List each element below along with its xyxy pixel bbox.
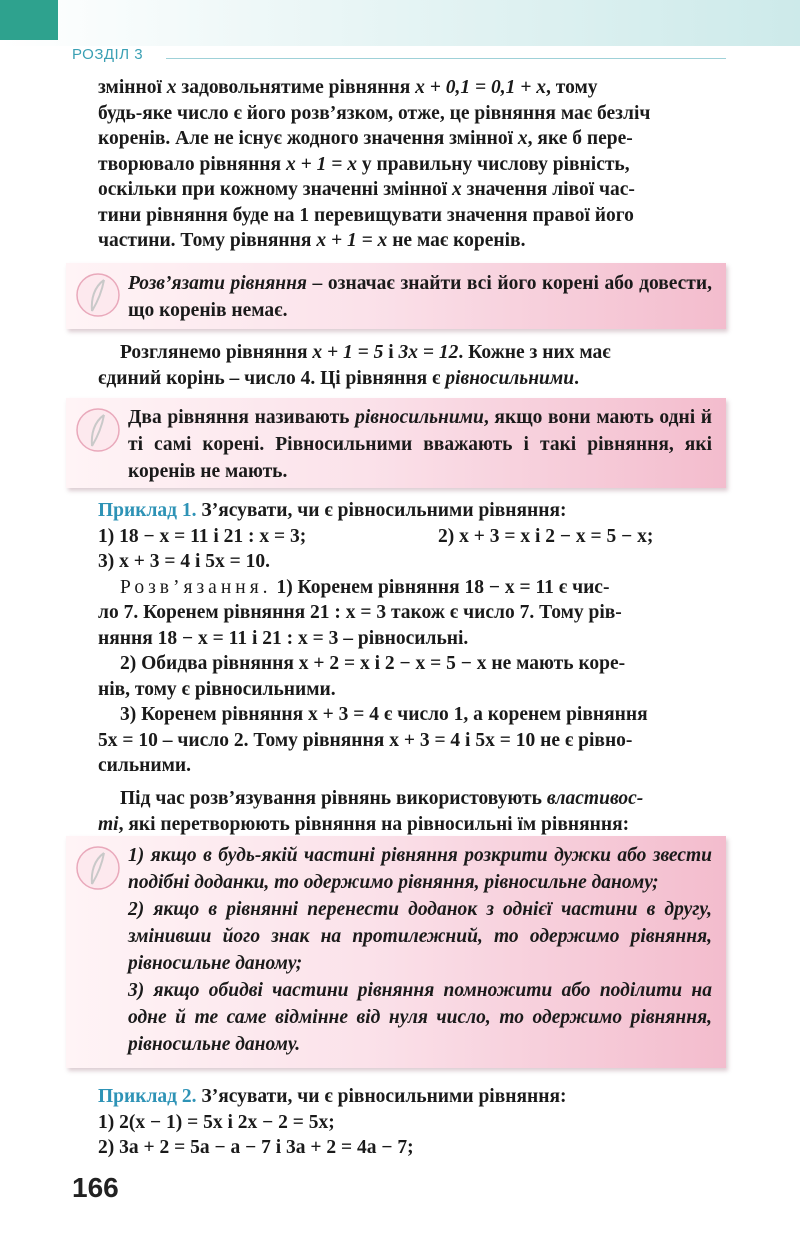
paragraph-line: Розглянемо рівняння x + 1 = 5 і 3x = 12. Кожне з них має	[120, 342, 611, 363]
intro-line: творювало рівняння x + 1 = x у правильну числову рівність,	[98, 153, 630, 175]
header-rule	[166, 58, 726, 59]
properties-intro	[98, 786, 726, 837]
definition-box-solve	[66, 263, 726, 329]
example-item: 1) 18 − x = 11 і 21 : x = 3;	[98, 525, 307, 547]
properties-list	[128, 842, 712, 1058]
example-title: Приклад 2. З’ясувати, чи є рівносильними рівняння:	[98, 1086, 567, 1107]
definition-text: Розв’язати рівняння – означає знайти всі його корені або довести, що коренів немає.	[128, 273, 712, 321]
header-band	[0, 0, 800, 46]
section-label: РОЗДІЛ 3	[72, 46, 144, 63]
solution-line: сильними.	[98, 755, 192, 776]
intro-line: тини рівняння буде на 1 перевищувати значення правої його	[98, 204, 634, 226]
intro-paragraph	[98, 75, 726, 254]
example-title: Приклад 1. З’ясувати, чи є рівносильними рівняння:	[98, 500, 567, 521]
chapter-corner-tab	[0, 0, 58, 40]
quill-icon	[74, 844, 122, 892]
page-number: 166	[72, 1172, 119, 1203]
example-2	[98, 1084, 726, 1161]
equivalence-intro	[98, 340, 726, 391]
example-item: 2) x + 3 = x і 2 − x = 5 − x;	[438, 525, 654, 547]
example-items	[98, 524, 726, 550]
property-item: 3) якщо обидві частини рівняння помножити або поділити на одне й те саме відмінне від нуля число, то одержимо рівняння, рівносильне даному.	[128, 980, 712, 1055]
definition-text: Два рівняння називають рівносильними, якщо вони мають одні й ті самі корені. Рівносильними вважають і такі рівняння, які коренів не мають.	[128, 407, 712, 482]
solution-line: ло 7. Коренем рівняння 21 : x = 3 також є число 7. Тому рів-	[98, 602, 622, 623]
paragraph-line: ті, які перетворюють рівняння на рівносильні їм рівняння:	[98, 813, 630, 835]
solution-line: Розв’язання. 1) Коренем рівняння 18 − x = 11 є чис-	[120, 576, 610, 598]
solution-line: 2) Обидва рівняння x + 2 = x і 2 − x = 5 − x не мають коре-	[120, 653, 626, 674]
solution-line: няння 18 − x = 11 і 21 : x = 3 – рівносильні.	[98, 627, 469, 649]
intro-line: оскільки при кожному значенні змінної x значення лівої час-	[98, 179, 635, 200]
properties-box	[66, 836, 726, 1068]
intro-line: змінної x задовольнятиме рівняння x + 0,1 = 0,1 + x, тому	[98, 77, 598, 98]
property-item: 1) якщо в будь-якій частині рівняння розкрити дужки або звести подібні доданки, то одержимо рівняння, рівносильне даному;	[128, 845, 712, 893]
paragraph-line: єдиний корінь – число 4. Ці рівняння є рівносильними.	[98, 367, 579, 389]
solution-line: 5x = 10 – число 2. Тому рівняння x + 3 = 4 і 5x = 10 не є рівно-	[98, 729, 633, 751]
example-item: 3) x + 3 = 4 і 5x = 10.	[98, 551, 270, 572]
example-item: 1) 2(x − 1) = 5x і 2x − 2 = 5x;	[98, 1111, 335, 1133]
intro-line: коренів. Але не існує жодного значення змінної x, яке б пере-	[98, 128, 633, 149]
example-1	[98, 498, 726, 779]
example-item: 2) 3a + 2 = 5a − a − 7 і 3a + 2 = 4a − 7;	[98, 1137, 414, 1158]
definition-box-equivalent	[66, 398, 726, 488]
quill-icon	[74, 406, 122, 454]
solution-line: 3) Коренем рівняння x + 3 = 4 є число 1, а коренем рівняння	[120, 704, 648, 725]
solution-line: нів, тому є рівносильними.	[98, 678, 336, 700]
intro-line: частини. Тому рівняння x + 1 = x не має коренів.	[98, 230, 526, 251]
property-item: 2) якщо в рівнянні перенести доданок з однієї частини в другу, змінивши його знак на протилежний, то одержимо рівняння, рівносильне даному;	[128, 899, 712, 974]
paragraph-line: Під час розв’язування рівнянь використовують властивос-	[120, 788, 644, 809]
quill-icon	[74, 271, 122, 319]
intro-line: будь-яке число є його розв’язком, отже, це рівняння має безліч	[98, 102, 651, 124]
